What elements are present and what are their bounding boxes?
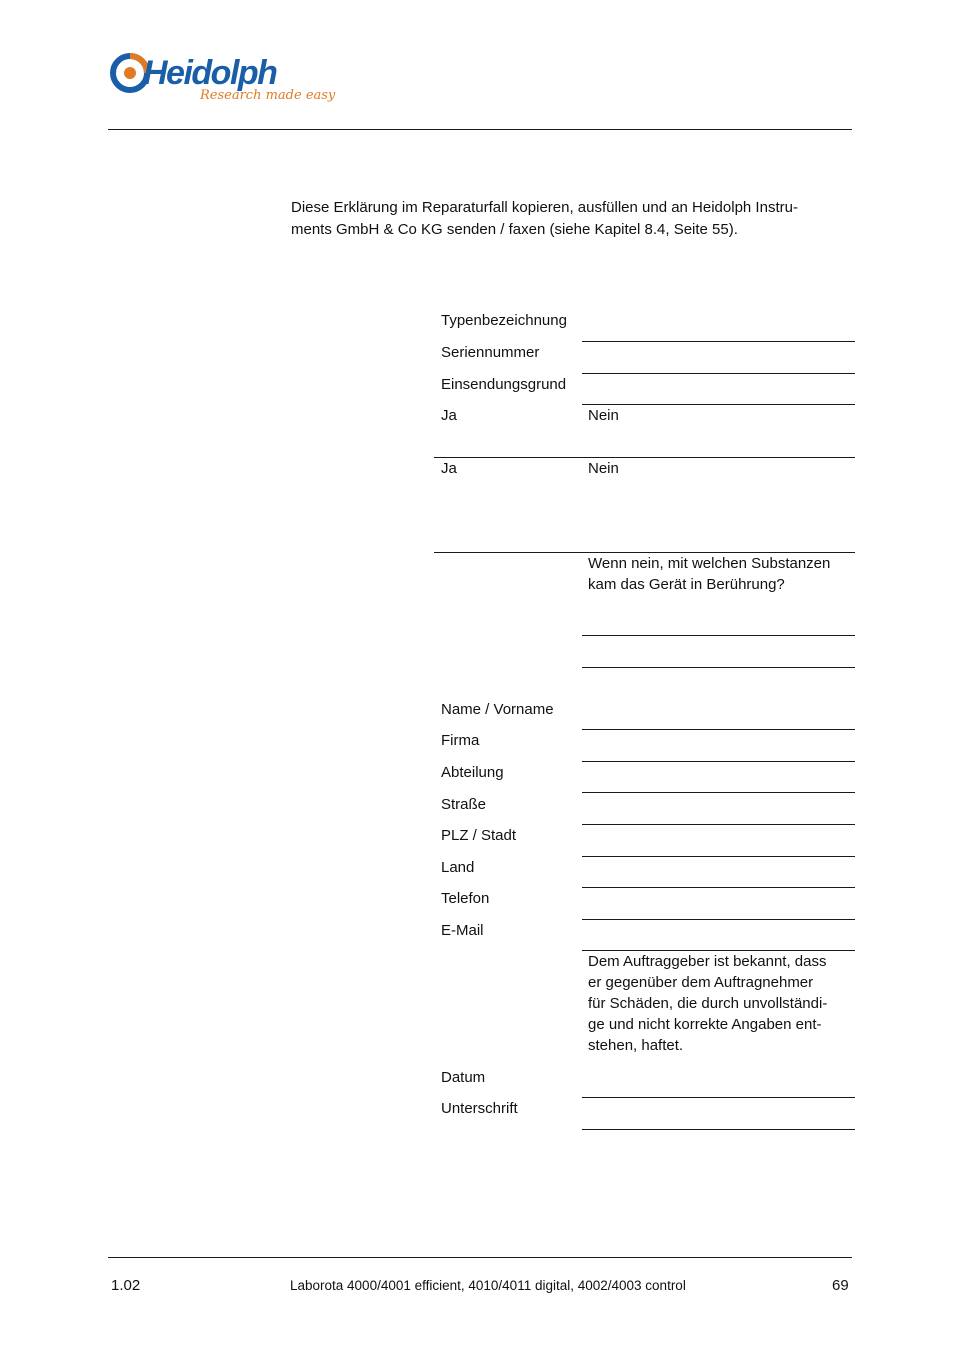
question1-no[interactable]: Nein [588, 407, 619, 424]
country-label: Land [441, 859, 475, 876]
liability-line-2: er gegenüber dem Auftragnehmer [588, 974, 814, 991]
company-label: Firma [441, 732, 480, 749]
zip-city-field-line[interactable] [582, 856, 855, 857]
email-label: E-Mail [441, 922, 484, 939]
substances-line-2: kam das Gerät in Berührung? [588, 576, 785, 593]
phone-field-line[interactable] [582, 919, 855, 920]
intro-line-1: Diese Erklärung im Reparaturfall kopieren, ausfüllen und an Heidolph Instru- [291, 199, 798, 216]
liability-statement [588, 951, 827, 1056]
street-label: Straße [441, 796, 487, 813]
department-field-line[interactable] [582, 792, 855, 793]
date-label: Datum [441, 1069, 486, 1086]
question2-yes[interactable]: Ja [441, 460, 457, 477]
signature-field-line[interactable] [582, 1129, 855, 1130]
header-rule [108, 129, 852, 130]
substances-field-line-2[interactable] [582, 667, 855, 668]
street-field-line[interactable] [582, 824, 855, 825]
liability-line-4: ge und nicht korrekte Angaben ent- [588, 1016, 822, 1033]
substances-question [588, 553, 830, 595]
zip-city-label: PLZ / Stadt [441, 827, 517, 844]
question2-no[interactable]: Nein [588, 460, 619, 477]
serial-field-line[interactable] [582, 373, 855, 374]
type-label: Typenbezeichnung [441, 312, 567, 329]
date-field-line[interactable] [582, 1097, 855, 1098]
company-field-line[interactable] [582, 761, 855, 762]
liability-line-1: Dem Auftraggeber ist bekannt, dass [588, 953, 827, 970]
substances-field-line-1[interactable] [582, 635, 855, 636]
footer-title: Laborota 4000/4001 efficient, 4010/4011 digital, 4002/4003 control [290, 1278, 686, 1293]
substances-line-1: Wenn nein, mit welchen Substanzen [588, 555, 831, 572]
serial-label: Seriennummer [441, 344, 540, 361]
intro-line-2: ments GmbH & Co KG senden / faxen (siehe Kapitel 8.4, Seite 55). [291, 221, 738, 238]
reason-field-line[interactable] [582, 404, 855, 405]
name-field-line[interactable] [582, 729, 855, 730]
footer-page-number: 69 [832, 1277, 849, 1294]
footer-rule [108, 1257, 852, 1258]
phone-label: Telefon [441, 890, 490, 907]
liability-line-3: für Schäden, die durch unvollständi- [588, 995, 828, 1012]
reason-label: Einsendungsgrund [441, 376, 567, 393]
logo-tagline: Research made easy [200, 88, 336, 103]
signature-label: Unterschrift [441, 1100, 518, 1117]
department-label: Abteilung [441, 764, 504, 781]
type-field-line[interactable] [582, 341, 855, 342]
question1-divider [434, 457, 855, 458]
logo-wordmark: Heidolph [143, 54, 277, 92]
country-field-line[interactable] [582, 887, 855, 888]
intro-paragraph [291, 197, 851, 241]
liability-line-5: stehen, haftet. [588, 1037, 684, 1054]
question1-yes[interactable]: Ja [441, 407, 457, 424]
name-label: Name / Vorname [441, 701, 554, 718]
footer-version: 1.02 [111, 1277, 141, 1294]
